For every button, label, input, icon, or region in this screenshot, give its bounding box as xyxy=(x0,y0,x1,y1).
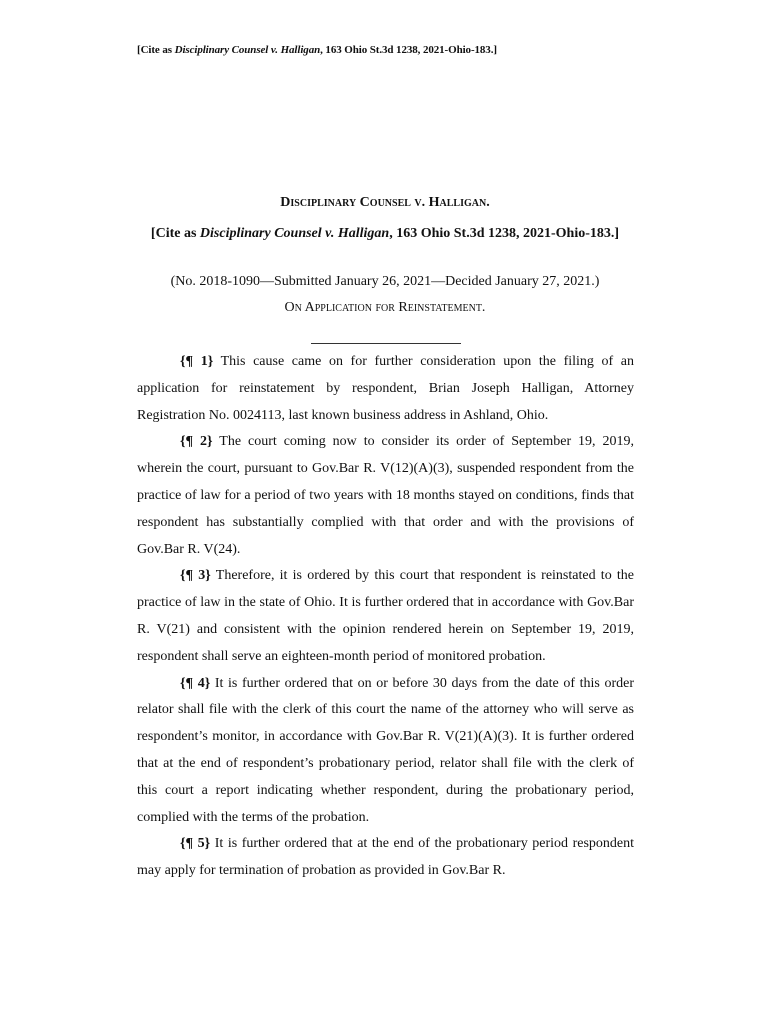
paragraph-text: This cause came on for further consideration upon the filing of an application for reinstatement by respondent, Brian Joseph Halligan, Attorney Registration No. 0024113, last known business address in Ashland, Ohio. xyxy=(137,354,635,423)
paragraph-number: {¶ 5} xyxy=(180,836,211,852)
opinion-body xyxy=(137,349,634,885)
paragraph-text: It is further ordered that at the end of the probationary period respondent may apply for termination of probation as provided in Gov.Bar R. xyxy=(137,836,635,879)
paragraph-number: {¶ 2} xyxy=(180,434,213,450)
docket-line: (No. 2018-1090—Submitted January 26, 2021—Decided January 27, 2021.) xyxy=(170,274,600,289)
citation-suffix: , 163 Ohio St.3d 1238, 2021-Ohio-183.] xyxy=(389,226,620,241)
proceeding-line: On Application for Reinstatement. xyxy=(284,300,486,315)
running-head-case-name: Disciplinary Counsel v. Halligan xyxy=(174,44,321,56)
paragraph xyxy=(137,349,634,429)
paragraph-number: {¶ 4} xyxy=(180,675,211,691)
running-head xyxy=(137,44,497,56)
paragraph-text: The court coming now to consider its order of September 19, 2019, wherein the court, pursuant to Gov.Bar R. V(12)(A)(3), suspended respondent from the practice of law for a period of two years with 18 months stayed on conditions, finds that respondent has substantially complied with that order and with the provisions of Gov.Bar R. V(24). xyxy=(137,434,635,557)
running-head-suffix: , 163 Ohio St.3d 1238, 2021-Ohio-183.] xyxy=(320,44,497,56)
paragraph xyxy=(137,831,634,885)
paragraph xyxy=(137,671,634,832)
separator-rule xyxy=(311,343,461,344)
paragraph xyxy=(137,429,634,563)
paragraph-text: It is further ordered that on or before 30 days from the date of this order relator shall file with the clerk of this court the name of the attorney who will serve as respondent’s monitor, in accordance with Gov.Bar R. V(21)(A)(3). It is further ordered that at the end of respondent’s probationary period, relator shall file with the clerk of this court a report indicating whether respondent, during the probationary period, complied with the terms of the probation. xyxy=(137,675,634,825)
case-citation xyxy=(0,220,770,247)
paragraph xyxy=(137,563,634,670)
paragraph-text: Therefore, it is ordered by this court that respondent is reinstated to the practice of law in the state of Ohio. It is further ordered that in accordance with Gov.Bar R. V(21) and consistent with the opinion rendered herein on September 19, 2019, respondent shall serve an eighteen-month period of monitored probation. xyxy=(137,568,635,664)
case-title: Disciplinary Counsel v. Halligan. xyxy=(280,195,490,210)
paragraph-number: {¶ 1} xyxy=(180,354,214,369)
running-head-prefix: [Cite as xyxy=(137,44,175,56)
paragraph-number: {¶ 3} xyxy=(180,568,211,584)
citation-case-name: Disciplinary Counsel v. Halligan xyxy=(199,226,390,241)
citation-prefix: [Cite as xyxy=(150,226,200,241)
